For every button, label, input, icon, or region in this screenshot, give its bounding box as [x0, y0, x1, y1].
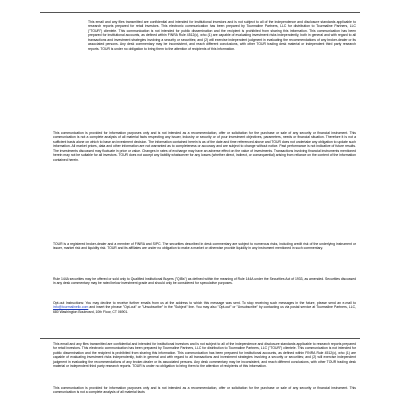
opt-out-text-start: Opt-out Instructions: You may decline to receive further emails from us at the address to which this message was sent. To stop receiving such messages in the future, please send an e-mail to [53, 301, 356, 305]
opt-out-instructions [53, 301, 356, 314]
info-email-link[interactable]: info@tourmalinellc.com [53, 305, 89, 310]
information-purposes-disclaimer: This communication is provided for information purposes only and is not intended as a recommendation, offer or solicitation for the purchase or sale of any security or financial instrument. This communication is not a complete analysis of all material facts respecting any issuer, industry or security or of your investment objectives, parameters, needs or financial situation. Therefore it is not a sufficient basis alone on which to base an investment decision. The information contained herein is as of the date and time referenced above and TOUR does not undertake any obligation to update such information. All market prices, data and other information are not warranted as to completeness or accuracy and are subject to change without notice. Past performance is not indicative of future results. The investments discussed may fluctuate in price or value. Changes in rates of exchange may have an adverse effect on the value of investments. Transactions involving financial instruments mentioned herein may not be suitable for all investors. TOUR does not accept any liability whatsoever for any losses (whether direct, indirect, or consequential) arising from reliance on the content of the information contained herein. [53, 131, 356, 162]
broker-dealer-notice: TOUR is a registered broker-dealer and a member of FINRA and SIPC. The securities described in desk commentary are subject to numerous risks, including credit risk of the underlying instrument or issuer, market risk and liquidity risk. TOUR and its affiliates are under no obligation to make a market or otherwise provide liquidity in any instrument mentioned in such commentary. [53, 242, 356, 251]
information-purposes-disclaimer-repeat: This communication is provided for information purposes only and is not intended as a recommendation, offer or solicitation for the purchase or sale of any security or financial instrument. This communication is not a complete analysis of all material facts [53, 386, 356, 395]
opt-out-text-end: and insert the phrase "Opt-out" or "Unsubscribe" in the "Subject" line. You may also "Opt-out" or "Unsubscribe" by contacting us via postal service at Tourmaline Partners, LLC, 680 Washington Boulevard, 10th Floor, CT 06901. [53, 305, 356, 314]
rule-144a-notice: Rule 144A securities may be offered or sold only to Qualified Institutional Buyers ("QIBs") as defined within the meaning of Rule 144A under the Securities Act of 1933, as amended. Securities discussed in any desk commentary may be rated below investment grade and should only be considered for speculative purposes. [53, 277, 356, 286]
confidentiality-notice-repeat: This email and any files transmitted are confidential and intended for institutional investors and is not subject to all of the independence and disclosure standards applicable to research reports prepared for retail investors. This electronic communication has been prepared by Tourmaline Partners, LLC for distribution to Tourmaline Partners, LLC ("TOUR") clientele. This communication is not intended for public dissemination and the recipient is prohibited from sharing this information. This communication has been prepared for institutional accounts, as defined within FINRA Rule 4512(c), who (1) are capable of evaluating investment risks independently, both in general and with regard to all transactions and investment strategies involving a security or securities; and (2) will exercise independent judgment in evaluating the recommendations of any broker-dealer or its associated persons. Any desk commentary may be inconsistent, and reach different conclusions, with other TOUR trading desk material or independent third party research reports. TOUR is under no obligation to bring them to the attention of recipients of this information. [53, 342, 356, 369]
divider [40, 338, 360, 339]
confidentiality-notice: This email and any files transmitted are confidential and intended for institutional investors and is not subject to all of the independence and disclosure standards applicable to research reports prepared for retail investors. This electronic communication has been prepared by Tourmaline Partners, LLC for distribution to Tourmaline Partners, LLC ("TOUR") clientele. This communication is not intended for public dissemination and the recipient is prohibited from sharing this information. This communication has been prepared for institutional accounts, as defined within FINRA Rule 4512(c), who (1) are capable of evaluating investment risks independently, both in general and with regard to all transactions and investment strategies involving a security or securities; and (2) will exercise independent judgment in evaluating the recommendations of any broker-dealer or its associated persons. Any desk commentary may be inconsistent, and reach different conclusions, with other TOUR trading desk material or independent third party research reports. TOUR is under no obligation to bring them to the attention of recipients of this information. [88, 20, 356, 51]
divider [40, 12, 360, 13]
